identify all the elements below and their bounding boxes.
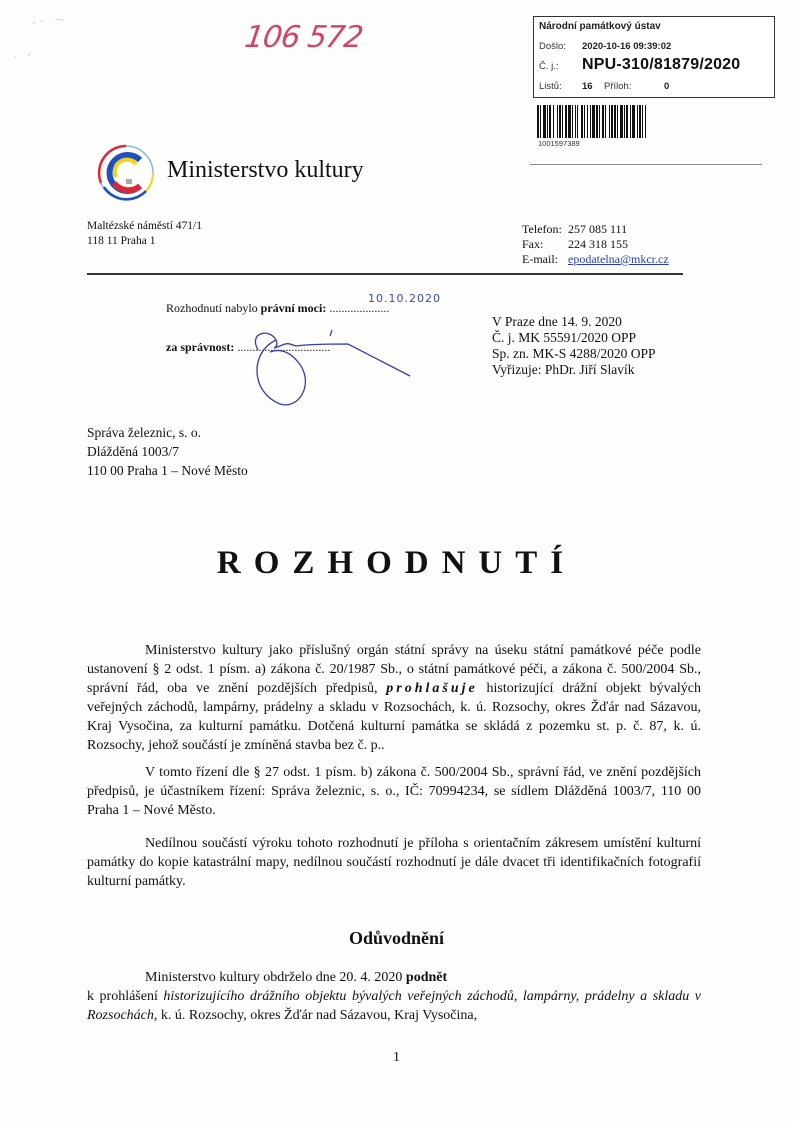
stamp-received-label: Došlo:: [539, 41, 566, 52]
attachment-paragraph: [87, 834, 701, 891]
object-name: historizujícího drážního objektu bývalých veřejných záchodů, lampárny, prádelny a skladu v Rozsochách: [87, 989, 702, 1023]
stamp-attachments-label: Příloh:: [604, 81, 632, 92]
ministry-contact: [522, 222, 669, 267]
phone-label: Telefon:: [522, 222, 562, 236]
handwritten-signature: [240, 322, 440, 417]
document-title: ROZHODNUTÍ: [216, 545, 577, 581]
initiative-keyword: podnět: [405, 970, 448, 985]
header-divider: [87, 273, 683, 275]
barcode-number: 1001597389: [538, 139, 580, 148]
scan-specks: · ᐟ: [14, 52, 31, 63]
fax-value: 224 318 155: [568, 237, 628, 251]
case-number: Č. j. MK 55591/2020 OPP: [492, 330, 637, 345]
stamp-organization: Národní památkový ústav: [539, 21, 661, 32]
paragraph-text: Ministerstvo kultury obdrželo dne 20. 4. 2020: [145, 970, 406, 985]
stamp-received-value: 2020-10-16 09:39:02: [582, 41, 672, 52]
stamp-attachments-value: 0: [664, 81, 670, 92]
correctness-label: za správnost:: [166, 340, 235, 354]
email-label: E-mail:: [522, 252, 558, 266]
registry-stamp: [533, 16, 775, 98]
address-line: Maltézské náměstí 471/1: [87, 220, 202, 232]
email-link[interactable]: epodatelna@mkcr.cz: [568, 252, 669, 266]
legal-force-label: Rozhodnutí nabylo: [166, 301, 261, 315]
scan-specks: ᐟ ˜ ⌒: [32, 20, 64, 31]
recipient-name: Správa železnic, s. o.: [87, 425, 201, 440]
paragraph-text: k prohlášení: [87, 989, 164, 1004]
page-number: 1: [393, 1050, 400, 1065]
correctness-dots: ...............................: [237, 340, 331, 354]
ministry-address: [87, 219, 202, 249]
legal-force-label-bold: právní moci:: [260, 301, 327, 315]
stamp-sheets-value: 16: [582, 81, 593, 92]
barcode: [537, 105, 747, 138]
reasoning-heading: Odůvodnění: [348, 928, 445, 948]
paragraph-text: Nedílnou součástí výroku tohoto rozhodnutí je příloha s orientačním zákresem umístění kulturní památky do kopie katastrální mapy, nedílnou součástí rozhodnutí je dále dvacet tři identifikačních fotografií kulturní památky.: [87, 836, 701, 889]
reasoning-paragraph: [87, 968, 701, 1025]
paragraph-text: Ministerstvo kultury jako příslušný orgán státní správy na úseku státní památkové péče podle ustanovení § 2 odst. 1 písm. a) zákona č. 20/1987 Sb., o státní památkové péči, a zákona č. 500/2004 Sb., správní řád, oba ve znění pozdějších předpisů,: [87, 643, 701, 696]
declares-keyword: prohlašuje: [386, 681, 478, 696]
stamp-ref-value: NPU-310/81879/2020: [582, 56, 741, 73]
phone-value: 257 085 111: [568, 222, 628, 236]
address-line: 118 11 Praha 1: [87, 235, 156, 247]
divider: [530, 164, 762, 165]
file-number: Sp. zn. MK-S 4288/2020 OPP: [492, 346, 656, 361]
ministry-name: Ministerstvo kultury: [167, 157, 364, 183]
handled-by: Vyřizuje: PhDr. Jiří Slavík: [492, 362, 635, 377]
recipient-street: Dlážděná 1003/7: [87, 444, 179, 459]
handwritten-legal-force-date: 10.10.2020: [368, 292, 441, 305]
reference-block: [492, 314, 656, 378]
paragraph-text: V tomto řízení dle § 27 odst. 1 písm. b) zákona č. 500/2004 Sb., správní řád, ve znění pozdějších předpisů, je účastníkem řízení: Správa železnic, s. o., IČ: 70994234, se sídlem Dlážděná 1003/7, 110 00 Praha 1 – Nové Město.: [87, 765, 701, 818]
stamp-sheets-label: Listů:: [539, 81, 562, 92]
decision-paragraph: [87, 641, 701, 755]
recipient-city: 110 00 Praha 1 – Nové Město: [87, 463, 248, 478]
place-date: V Praze dne 14. 9. 2020: [492, 314, 622, 329]
recipient-address: [87, 423, 248, 480]
legal-force-dots: ....................: [329, 301, 390, 315]
fax-label: Fax:: [522, 237, 544, 251]
paragraph-text: historizující drážní objekt bývalých veřejných záchodů, lampárny, prádelny a skladu v Rozsochách, k. ú. Rozsochy, okres Žďár nad Sázavou, Kraj Vysočina, za kulturní památku. Dotčená kulturní památka se skládá z pozemku st. p. č. 87, k. ú. Rozsochy, jehož součástí je zmíněná stavba bez č. p..: [87, 681, 701, 753]
legal-force-line: [166, 301, 389, 316]
stamp-ref-label: Č. j.:: [539, 61, 559, 72]
participant-paragraph: [87, 763, 701, 820]
barcode-bar: [646, 105, 649, 138]
paragraph-text: , k. ú. Rozsochy, okres Žďár nad Sázavou, Kraj Vysočina,: [153, 1008, 478, 1023]
handwritten-registry-number: 106 572: [242, 20, 365, 55]
ministry-logo-icon: [96, 143, 156, 203]
